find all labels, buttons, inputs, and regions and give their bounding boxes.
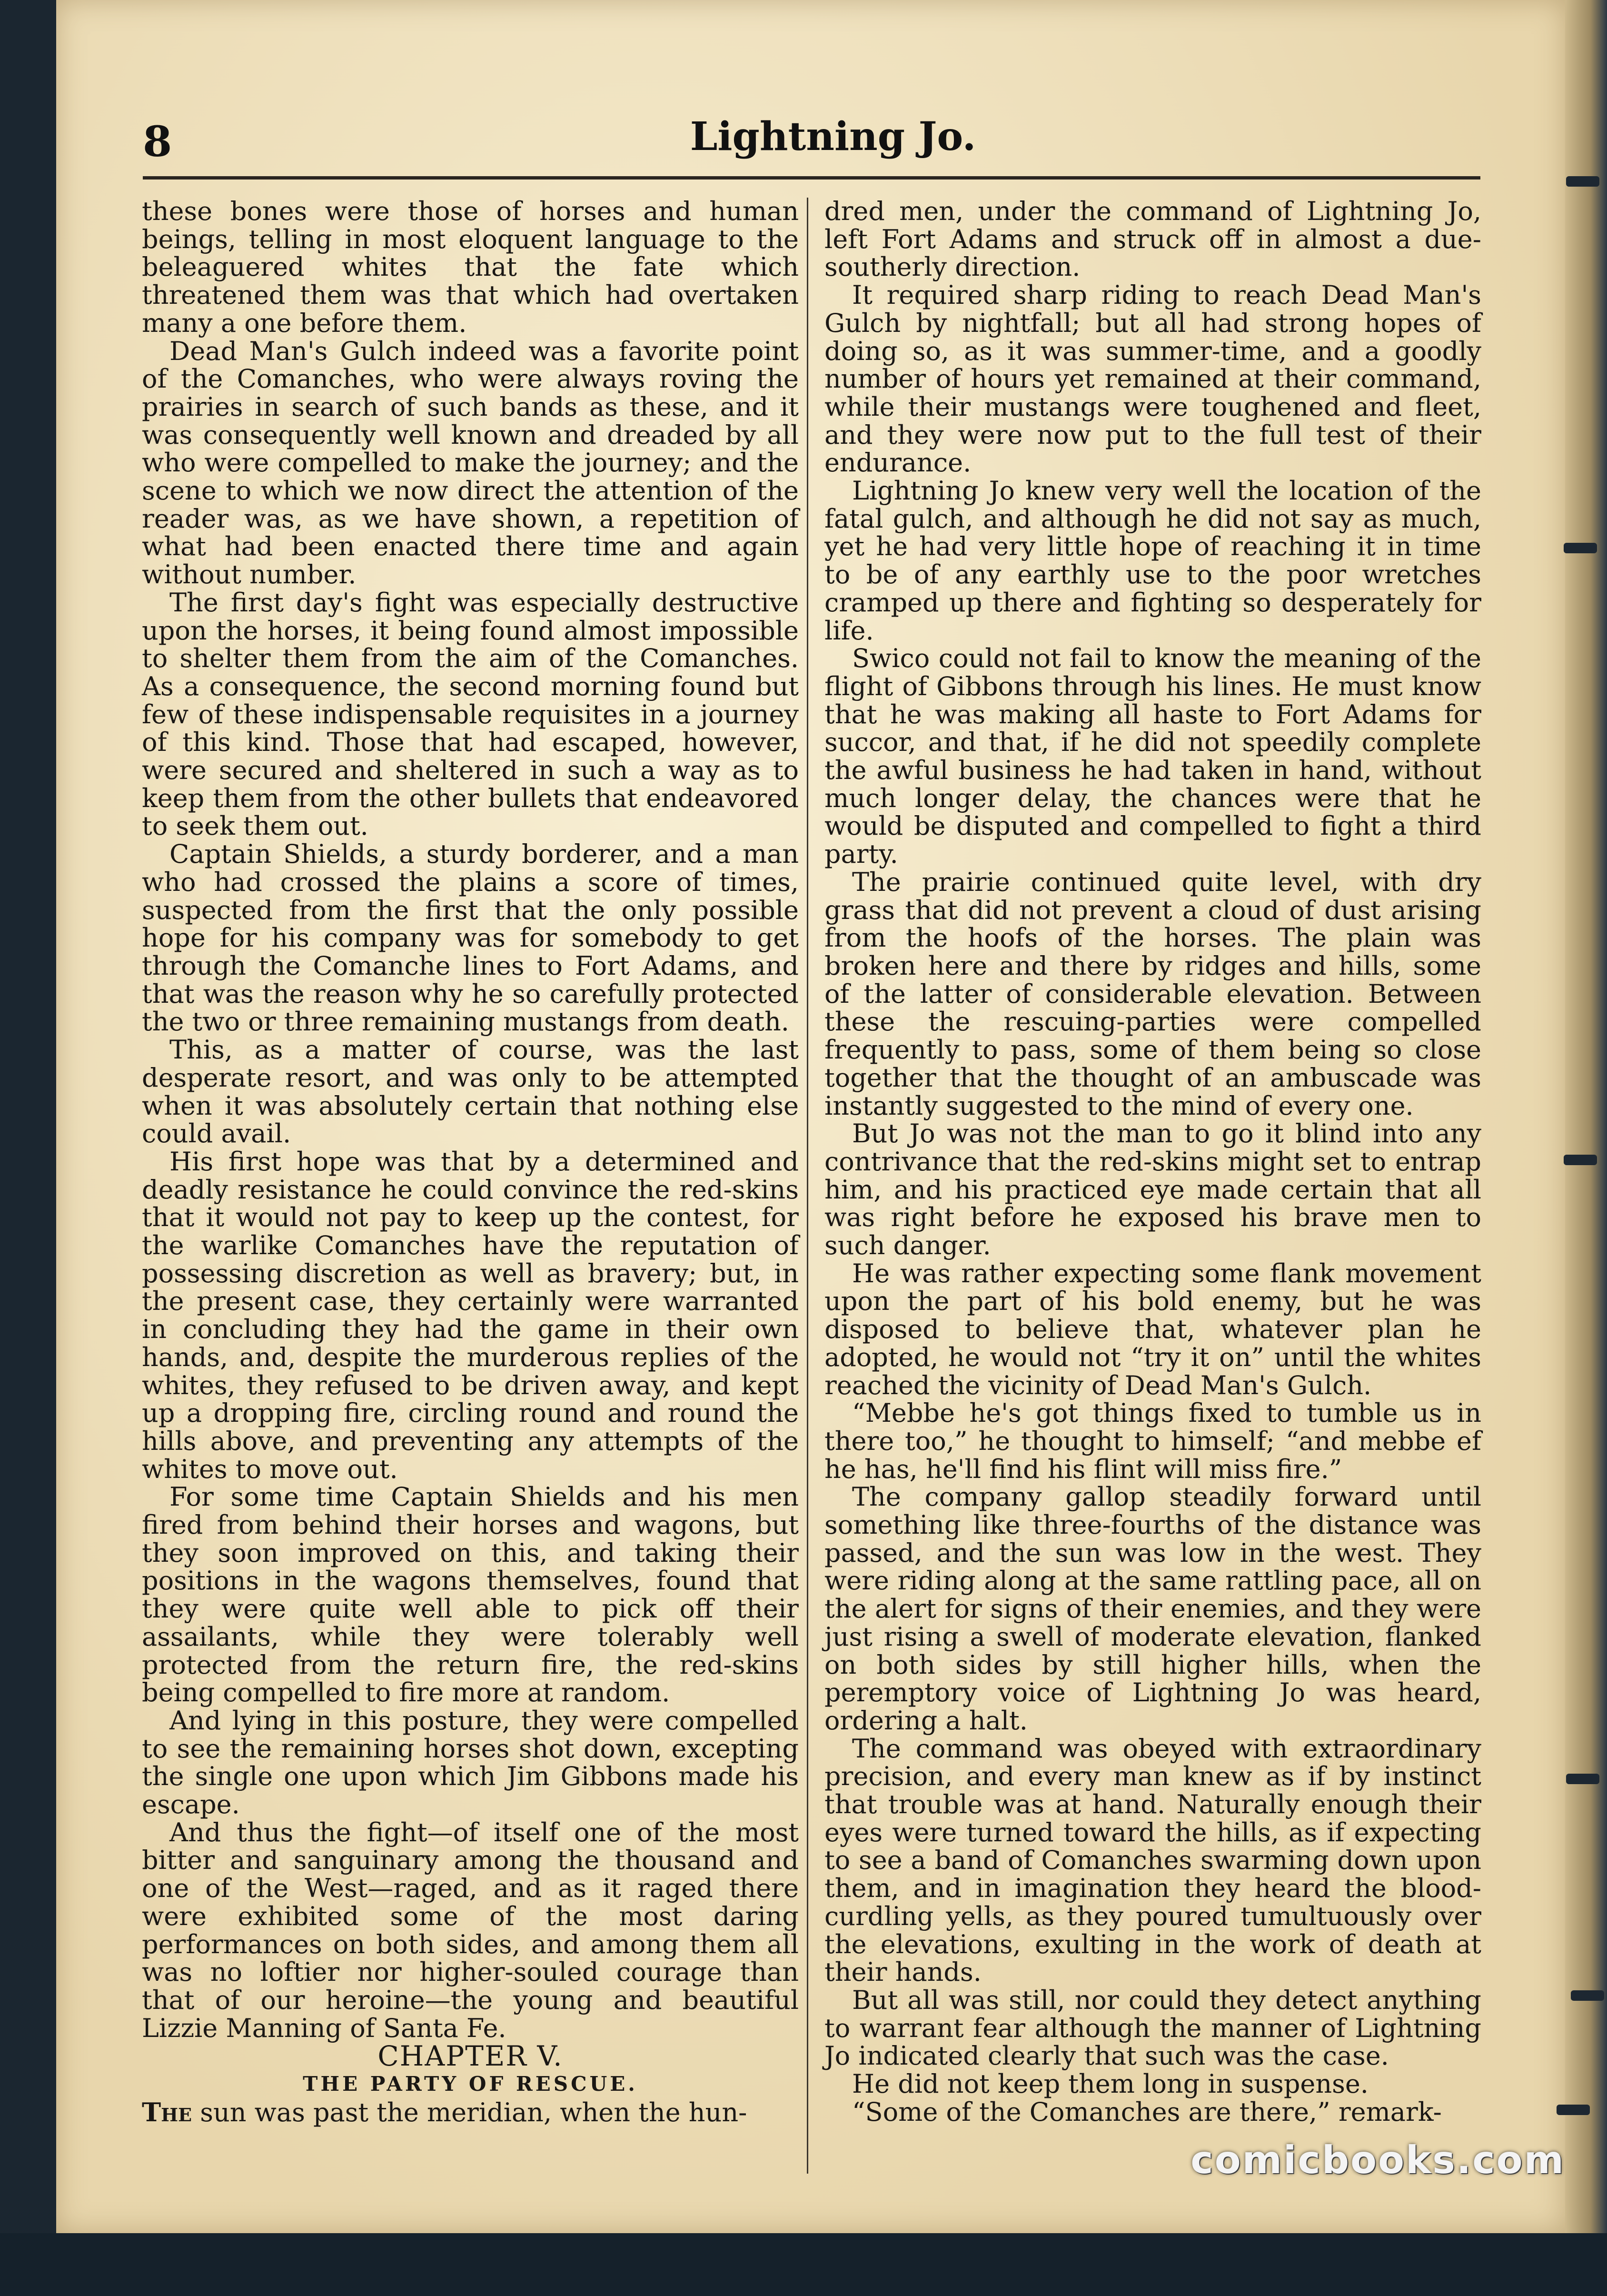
paragraph: But all was still, nor could they detect anything to warrant fear although the manner of Lightning Jo indicated clearly that such was the case.: [824, 1985, 1481, 2071]
text-column-left: [142, 198, 799, 2127]
paragraph: For some time Captain Shields and his men fired from behind their horses and wagons, but they soon improved on this, and taking their positions in the wagons themselves, found that they were quite well able to pick off their assailants, while they were tolerably well protected from the return fire, the red-skins being compelled to fire more at random.: [142, 1482, 799, 1708]
column-divider: [807, 198, 808, 2174]
page-number: 8: [143, 117, 172, 166]
chapter-first-word: The: [142, 2096, 192, 2127]
paragraph: “Some of the Comanches are there,” remark-: [852, 2096, 1442, 2127]
paragraph: Lightning Jo knew very well the location of the fatal gulch, and although he did not say as much, yet he had very little hope of reaching it in time to be of any earthly use to the poor wretches cramped up there and fighting so desperately for life.: [824, 476, 1481, 646]
page-edge-stack: [1565, 0, 1607, 2296]
text-column-right: [824, 198, 1481, 2126]
paragraph: Swico could not fail to know the meaning of the flight of Gibbons through his lines. He must know that he was making all haste to Fort Adams for succor, and that, if he did not speedily complete the awful business he had taken in hand, without much longer delay, the chances were that he would be disputed and compelled to fight a third party.: [824, 643, 1481, 869]
binding-staple-mark: [1564, 1155, 1597, 1165]
binding-staple-mark: [1566, 1774, 1599, 1784]
paragraph: But Jo was not the man to go it blind into any contrivance that the red-skins might set to entrap him, and his practiced eye made certain that all was right before he exposed his brave men to such danger.: [824, 1118, 1481, 1261]
paragraph: Dead Man's Gulch indeed was a favorite point of the Comanches, who were always roving the prairies in search of such bands as these, and it was consequently well known and dreaded by all who were compelled to make the journey; and the scene to which we now direct the attention of the reader was, as we have shown, a repetition of what had been enacted there time and again without number.: [142, 336, 799, 590]
paragraph: The prairie continued quite level, with dry grass that did not prevent a cloud of dust arising from the hoofs of the horses. The plain was broken here and there by ridges and hills, some of the latter of considerable elevation. Between these the rescuing-parties were compelled frequently to pass, some of them being so close together that the thought of an ambuscade was instantly suggested to the mind of every one.: [824, 867, 1481, 1121]
header-rule: [143, 176, 1480, 180]
chapter-first-line-text: sun was past the meridian, when the hun-: [192, 2097, 747, 2127]
chapter-opening-line: [142, 2098, 799, 2127]
paragraph: The first day's fight was especially destructive upon the horses, it being found almost impossible to shelter them from the aim of the Comanches. As a consequence, the second morning found but few of these indispensable requisites in a journey of this kind. Those that had escaped, however, were secured and sheltered in such a way as to keep them from the other bullets that endeavored to seek them out.: [142, 587, 799, 841]
paragraph: He did not keep them long in suspense.: [852, 2069, 1369, 2099]
paragraph: Captain Shields, a sturdy borderer, and a man who had crossed the plains a score of times, suspected from the first that the only possible hope for his company was for somebody to get through the Comanche lines to Fort Adams, and that was the reason why he so carefully protected the two or three remaining mustangs from death.: [142, 839, 799, 1037]
paragraph: And lying in this posture, they were compelled to see the remaining horses shot down, excepting the single one upon which Jim Gibbons made his escape.: [142, 1705, 799, 1820]
paragraph: The company gallop steadily forward until something like three-fourths of the distance was passed, and the sun was low in the west. They were riding along at the same rattling pace, all on the alert for signs of their enemies, and they were just rising a swell of moderate elevation, flanked on both sides by still higher hills, when the peremptory voice of Lightning Jo was heard, ordering a halt.: [824, 1482, 1481, 1736]
paragraph: “Mebbe he's got things fixed to tumble us in there too,” he thought to himself; “and mebbe ef he has, he'll find his flint will miss fire.”: [824, 1398, 1481, 1484]
paragraph: these bones were those of horses and human beings, telling in most eloquent language to the beleaguered whites that the fate which threatened them was that which had overtaken many a one before them.: [142, 196, 799, 338]
watermark: comicbooks.com: [1190, 2138, 1565, 2182]
binding-staple-mark: [1566, 176, 1599, 187]
paragraph: It required sharp riding to reach Dead Man's Gulch by nightfall; but all had strong hopes of doing so, as it was summer-time, and a goodly number of hours yet remained at their command, while their mustangs were toughened and fleet, and they were now put to the full test of their endurance.: [824, 280, 1481, 478]
page-header: [143, 107, 1480, 169]
paragraph: The command was obeyed with extraordinary precision, and every man knew as if by instinct that trouble was at hand. Naturally enough their eyes were turned toward the hills, as if expecting to see a band of Comanches swarming down upon them, and in imagination they heard the blood-curdling yells, as they poured tumultuously over the elevations, exulting in the work of death at their hands.: [824, 1733, 1481, 1987]
scan-background: [0, 2233, 1607, 2296]
paragraph: This, as a matter of course, was the last desperate resort, and was only to be attempted when it was absolutely certain that nothing else could avail.: [142, 1035, 799, 1149]
chapter-subtitle: THE PARTY OF RESCUE.: [303, 2072, 638, 2096]
paragraph: dred men, under the command of Lightning Jo, left Fort Adams and struck off in almost a due-southerly direction.: [824, 196, 1481, 282]
binding-staple-mark: [1571, 1990, 1604, 2001]
paragraph: And thus the fight—of itself one of the most bitter and sanguinary among the thousand and one of the West—raged, and as it raged there were exhibited some of the most daring performances on both sides, and among them all was no loftier nor higher-souled courage than that of our heroine—the young and beautiful Lizzie Manning of Santa Fe.: [142, 1817, 799, 2043]
paragraph: His first hope was that by a determined and deadly resistance he could convince the red-skins that it would not pay to keep up the contest, for the warlike Comanches have the reputation of possessing discretion as well as bravery; but, in the present case, they certainly were warranted in concluding they had the game in their own hands, and, despite the murderous replies of the whites, they refused to be driven away, and kept up a dropping fire, circling round and round the hills above, and preventing any attempts of the whites to move out.: [142, 1146, 799, 1484]
paragraph: He was rather expecting some flank movement upon the part of his bold enemy, but he was disposed to believe that, whatever plan he adopted, he would not “try it on” until the whites reached the vicinity of Dead Man's Gulch.: [824, 1258, 1481, 1400]
chapter-heading: CHAPTER V.: [377, 2040, 563, 2073]
running-title: Lightning Jo.: [690, 114, 976, 160]
binding-staple-mark: [1564, 543, 1597, 553]
binding-staple-mark: [1557, 2105, 1590, 2115]
